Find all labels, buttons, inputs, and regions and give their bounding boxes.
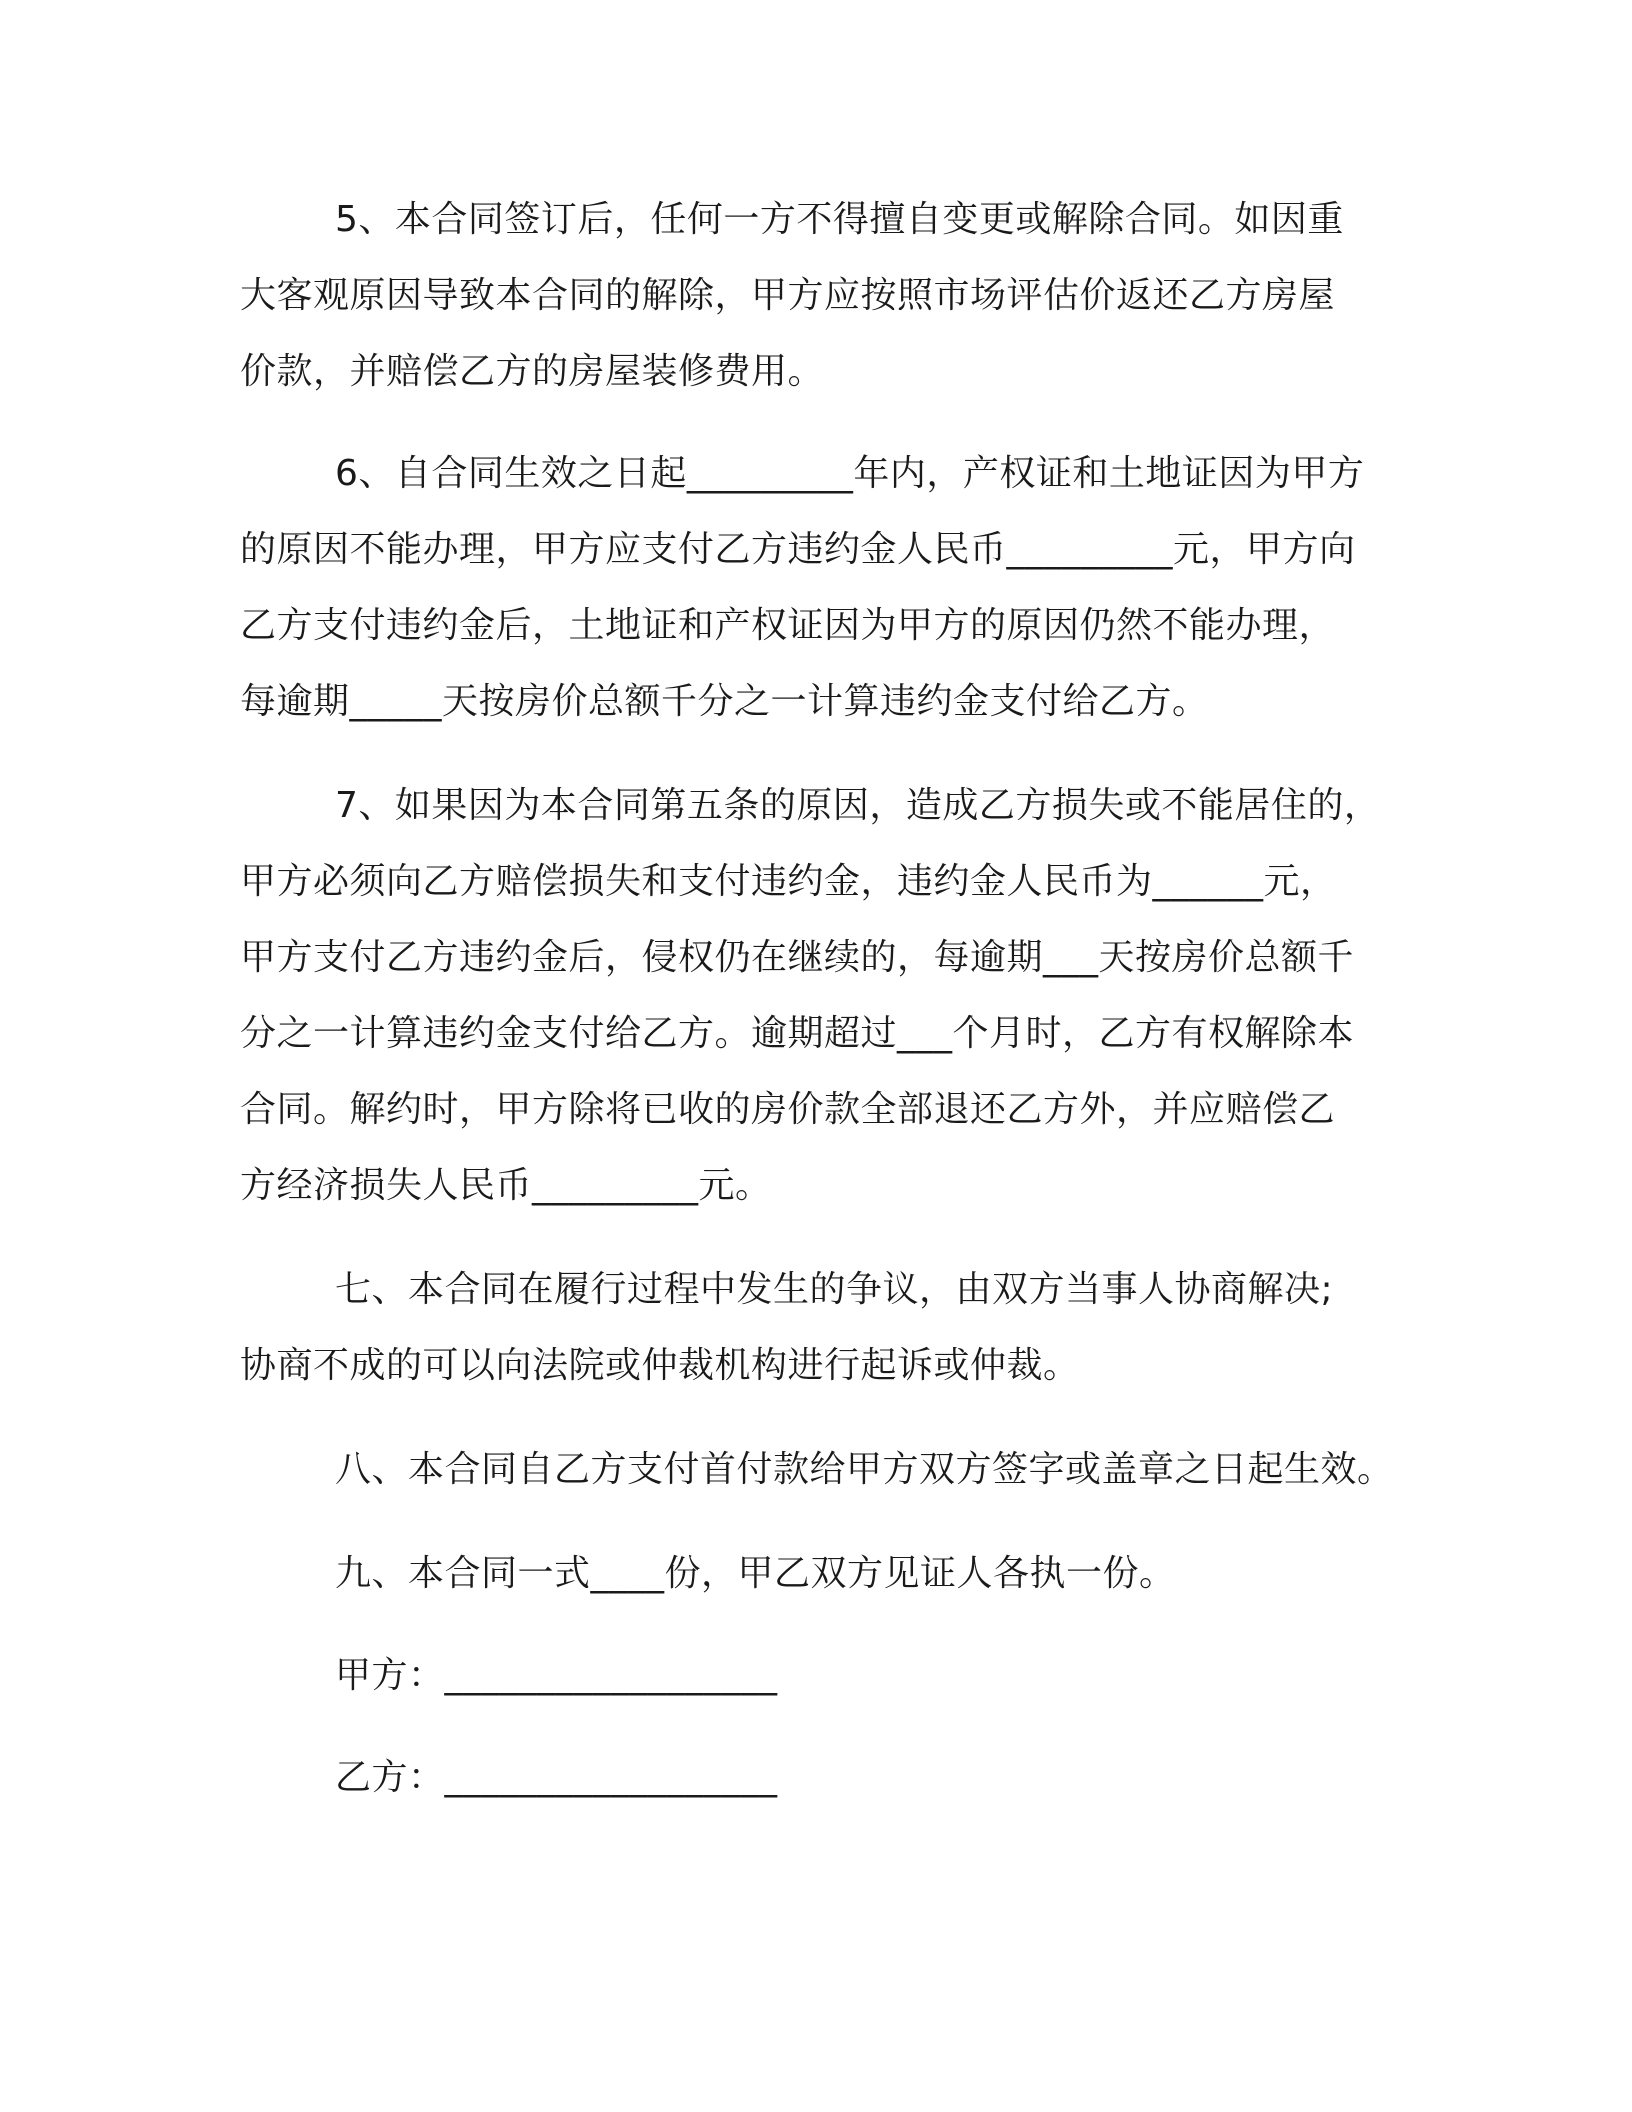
clause-7-line-6: 方经济损失人民币_________元。 bbox=[240, 1165, 772, 1206]
clause-5-line-3: 价款，并赔偿乙方的房屋装修费用。 bbox=[240, 351, 825, 392]
clause-5-line-1: 5、本合同签订后，任何一方不得擅自变更或解除合同。如因重 bbox=[335, 199, 1344, 240]
clause-6-line-1: 6、自合同生效之日起_________年内，产权证和土地证因为甲方 bbox=[335, 453, 1365, 494]
clause-6-line-2: 的原因不能办理，甲方应支付乙方违约金人民币_________元，甲方向 bbox=[240, 529, 1356, 570]
clause-7-line-4: 分之一计算违约金支付给乙方。逾期超过___个月时，乙方有权解除本 bbox=[240, 1013, 1355, 1054]
clause-seven-line-2: 协商不成的可以向法院或仲裁机构进行起诉或仲裁。 bbox=[240, 1345, 1080, 1386]
clause-5-line-2: 大客观原因导致本合同的解除，甲方应按照市场评估价返还乙方房屋 bbox=[240, 275, 1336, 316]
clause-7-line-3: 甲方支付乙方违约金后，侵权仍在继续的，每逾期___天按房价总额千 bbox=[240, 937, 1355, 978]
clause-seven-line-1: 七、本合同在履行过程中发生的争议，由双方当事人协商解决; bbox=[335, 1269, 1334, 1310]
party-a-signature-line: 甲方：__________________ bbox=[335, 1655, 778, 1696]
clause-eight-line-1: 八、本合同自乙方支付首付款给甲方双方签字或盖章之日起生效。 bbox=[335, 1449, 1394, 1490]
clause-7-line-2: 甲方必须向乙方赔偿损失和支付违约金，违约金人民币为______元， bbox=[240, 861, 1337, 902]
clause-nine-line-1: 九、本合同一式____份，甲乙双方见证人各执一份。 bbox=[335, 1553, 1176, 1594]
clause-6-line-3: 乙方支付违约金后，土地证和产权证因为甲方的原因仍然不能办理， bbox=[240, 605, 1336, 646]
party-b-signature-line: 乙方：__________________ bbox=[335, 1757, 778, 1798]
clause-7-line-5: 合同。解约时，甲方除将已收的房价款全部退还乙方外，并应赔偿乙 bbox=[240, 1089, 1336, 1130]
clause-7-line-1: 7、如果因为本合同第五条的原因，造成乙方损失或不能居住的， bbox=[335, 785, 1381, 826]
clause-6-line-4: 每逾期_____天按房价总额千分之一计算违约金支付给乙方。 bbox=[240, 681, 1209, 722]
